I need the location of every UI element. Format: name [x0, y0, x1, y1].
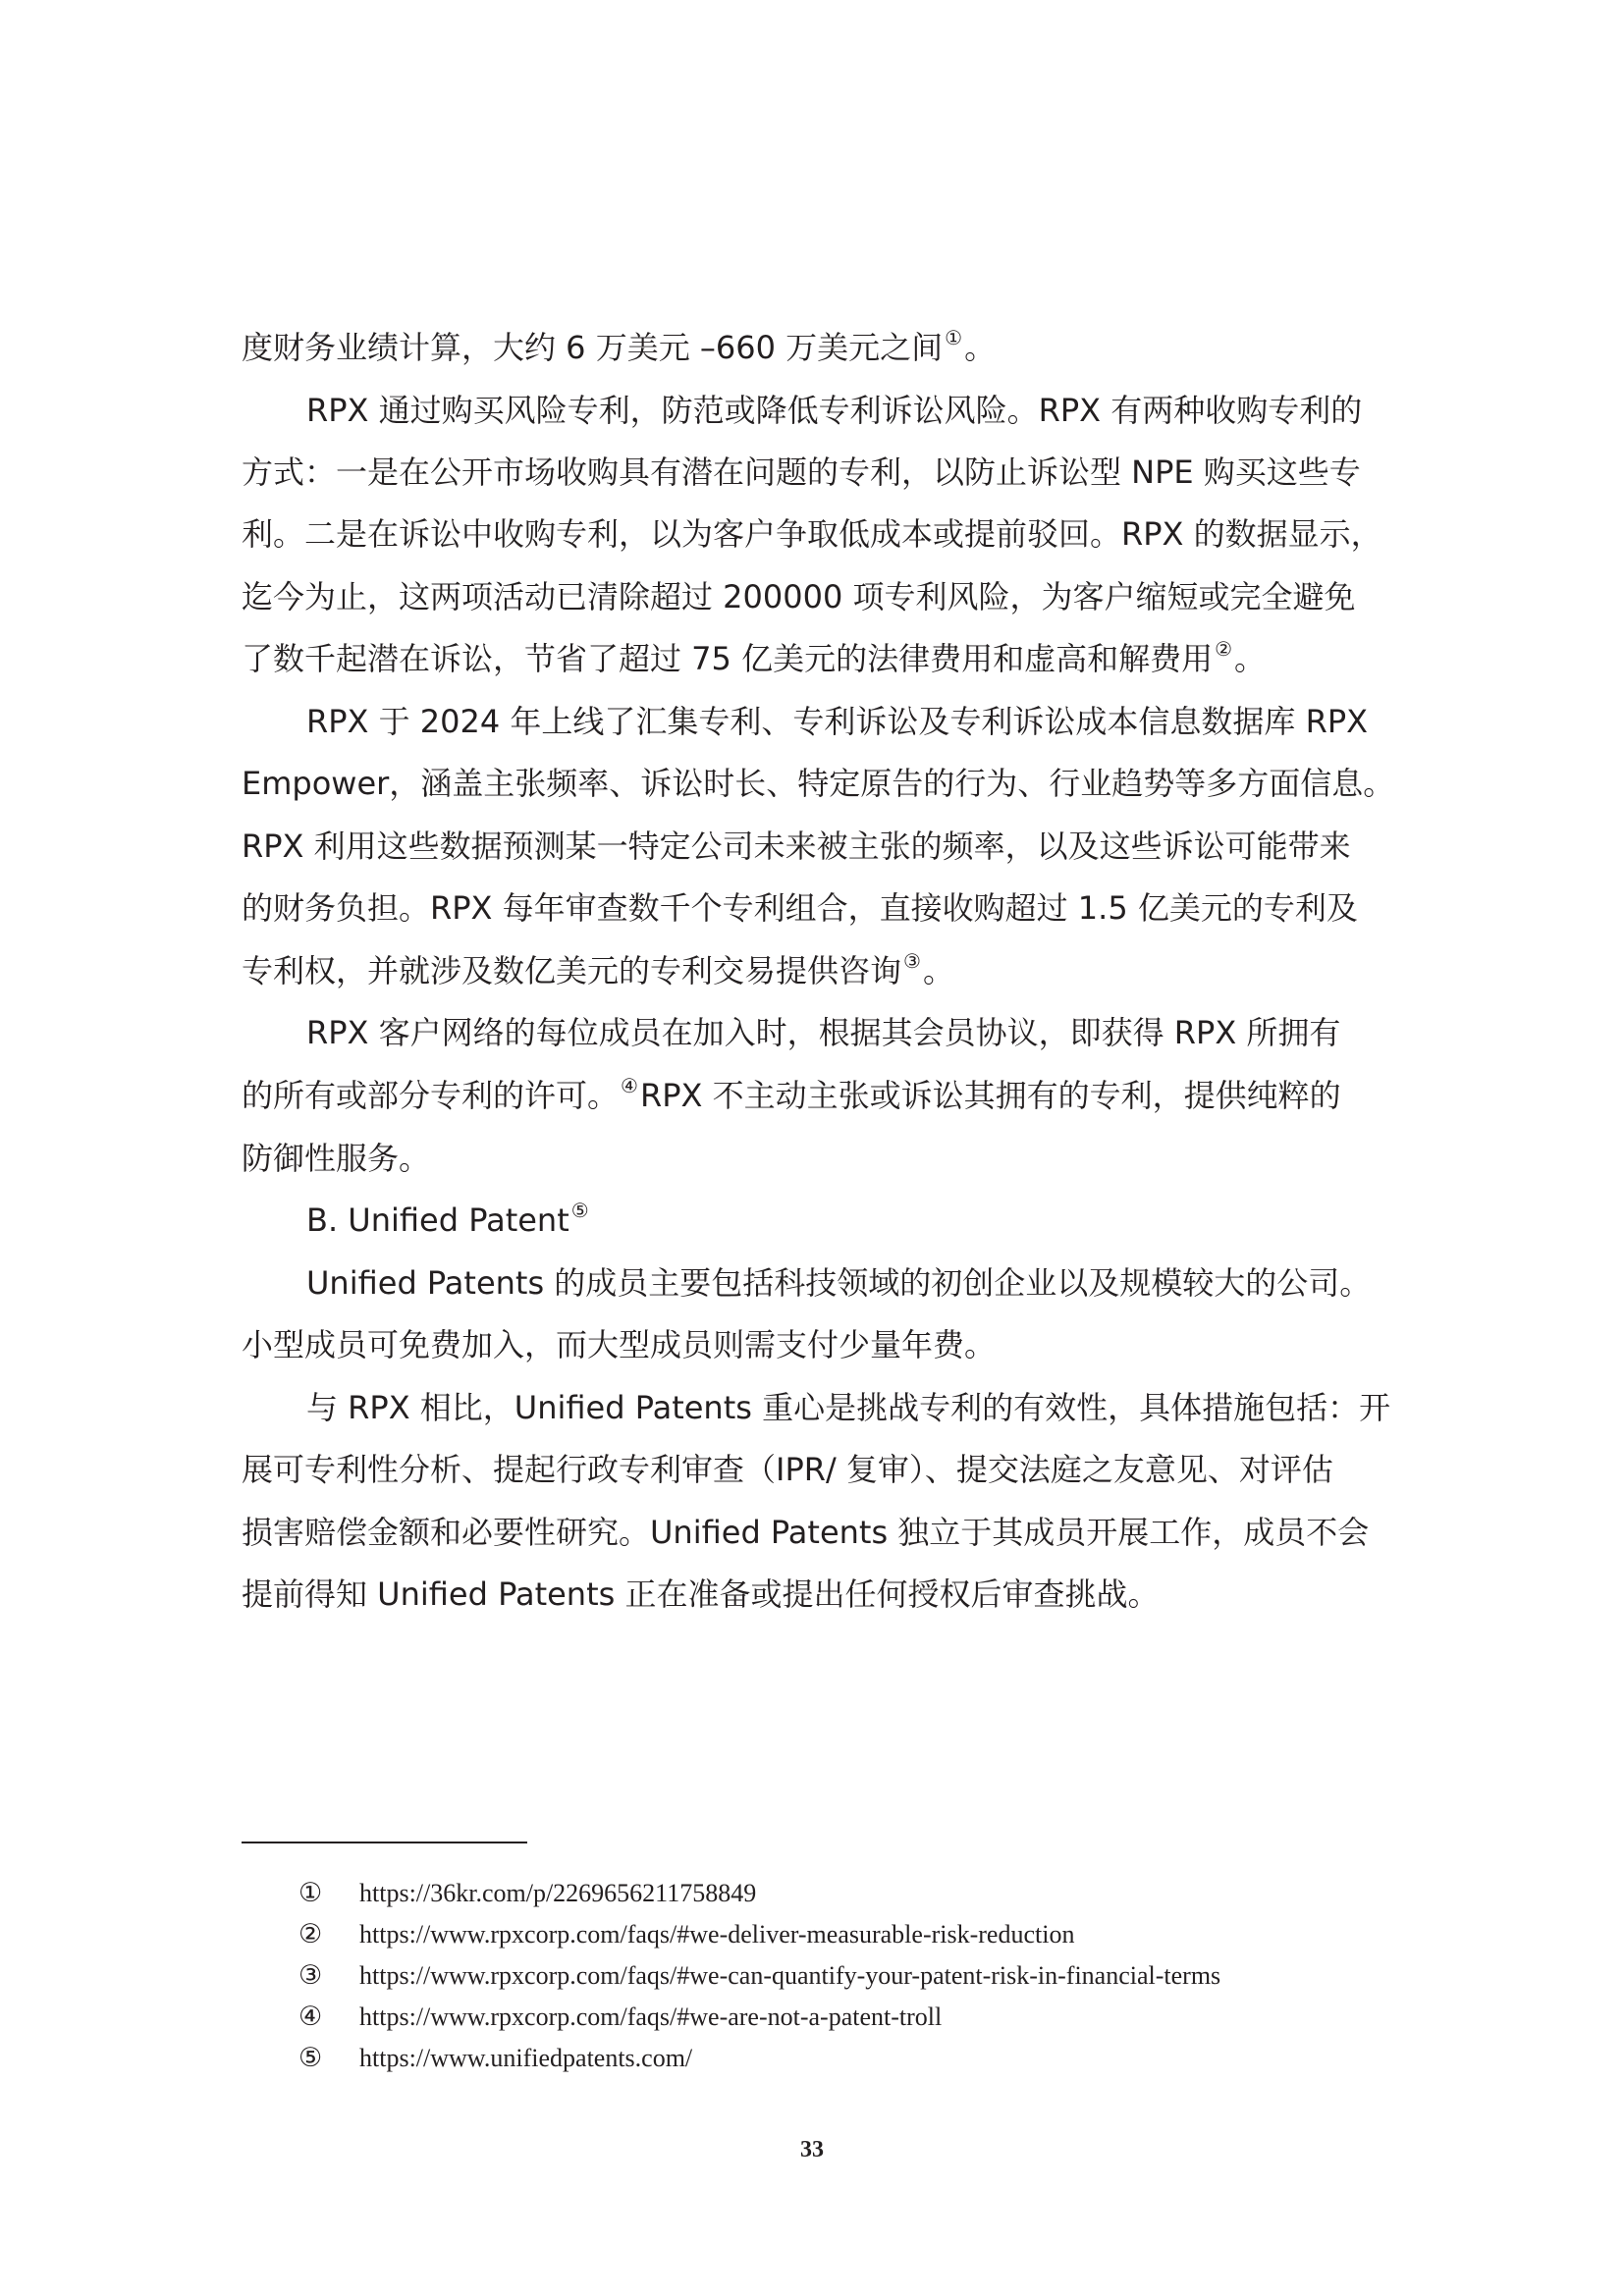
footnote-link[interactable]: https://www.rpxcorp.com/faqs/#we-are-not-a-patent-troll [359, 2002, 943, 2031]
body-line: RPX 客户网络的每位成员在加入时，根据其会员协议，即获得 RPX 所拥有 [306, 1014, 1341, 1051]
footnote-item [298, 2043, 692, 2074]
footnote-mark: ④ [298, 2002, 323, 2032]
footnote-link[interactable]: https://36kr.com/p/2269656211758849 [359, 1879, 757, 1907]
footnote-item [298, 1919, 1074, 1950]
footnote-item [298, 1960, 1220, 1992]
footnote-ref[interactable]: ② [1215, 637, 1233, 661]
footnote-ref[interactable]: ① [945, 326, 963, 349]
body-line: RPX 于 2024 年上线了汇集专利、专利诉讼及专利诉讼成本信息数据库 RPX [306, 703, 1369, 740]
body-line: 损害赔偿金额和必要性研究。Unified Patents 独立于其成员开展工作，成员不会 [242, 1514, 1370, 1551]
footnote-mark: ③ [298, 1960, 323, 1991]
footnote-ref[interactable]: ⑤ [570, 1199, 589, 1222]
footnote-mark: ② [298, 1919, 323, 1949]
footnote-mark: ① [298, 1878, 323, 1908]
page-number: 33 [800, 2137, 824, 2163]
body-line: Unified Patents 的成员主要包括科技领域的初创企业以及规模较大的公司。 [306, 1264, 1372, 1302]
body-line: RPX 通过购买风险专利，防范或降低专利诉讼风险。RPX 有两种收购专利的 [306, 392, 1363, 429]
footnote-separator [242, 1842, 527, 1843]
body-line: 小型成员可免费加入，而大型成员则需支付少量年费。 [242, 1326, 997, 1363]
body-line: 的所有或部分专利的许可。 ④RPX 不主动主张或诉讼其拥有的专利，提供纯粹的 [242, 1074, 1341, 1114]
body-line: RPX 利用这些数据预测某一特定公司未来被主张的频率，以及这些诉讼可能带来 [242, 828, 1351, 865]
footnote-link[interactable]: https://www.unifiedpatents.com/ [359, 2044, 693, 2072]
footnote-mark: ⑤ [298, 2043, 323, 2073]
footnote-link[interactable]: https://www.rpxcorp.com/faqs/#we-can-quantify-your-patent-risk-in-financial-terms [359, 1961, 1221, 1990]
body-line: 迄今为止，这两项活动已清除超过 200000 项专利风险，为客户缩短或完全避免 [242, 578, 1356, 615]
section-heading: B. Unified Patent ⑤ [306, 1199, 589, 1239]
footnote-ref[interactable]: ④ [621, 1074, 638, 1097]
body-line: 度财务业绩计算，大约 6 万美元 –660 万美元之间 ①。 [242, 326, 997, 366]
footnote-link[interactable]: https://www.rpxcorp.com/faqs/#we-deliver-measurable-risk-reduction [359, 1920, 1075, 1949]
body-line: 防御性服务。 [242, 1140, 431, 1177]
body-line: 利。二是在诉讼中收购专利，以为客户争取低成本或提前驳回。RPX 的数据显示， [242, 515, 1382, 553]
body-line: 的财务负担。RPX 每年审查数千个专利组合，直接收购超过 1.5 亿美元的专利及 [242, 889, 1358, 927]
body-line: 专利权，并就涉及数亿美元的专利交易提供咨询 ③。 [242, 949, 954, 989]
body-line: 了数千起潜在诉讼，节省了超过 75 亿美元的法律费用和虚高和解费用 ②。 [242, 637, 1267, 677]
body-line: Empower，涵盖主张频率、诉讼时长、特定原告的行为、行业趋势等多方面信息。 [242, 765, 1395, 802]
footnote-item [298, 2002, 942, 2033]
body-line: 方式：一是在公开市场收购具有潜在问题的专利，以防止诉讼型 NPE 购买这些专 [242, 454, 1361, 491]
footnote-ref[interactable]: ③ [903, 949, 921, 973]
body-line: 提前得知 Unified Patents 正在准备或提出任何授权后审查挑战。 [242, 1575, 1160, 1613]
footnote-item [298, 1878, 756, 1909]
body-line: 展可专利性分析、提起行政专利审查（IPR/ 复审）、提交法庭之友意见、对评估 [242, 1451, 1333, 1488]
body-line: 与 RPX 相比，Unified Patents 重心是挑战专利的有效性，具体措施包括：开 [306, 1389, 1391, 1426]
